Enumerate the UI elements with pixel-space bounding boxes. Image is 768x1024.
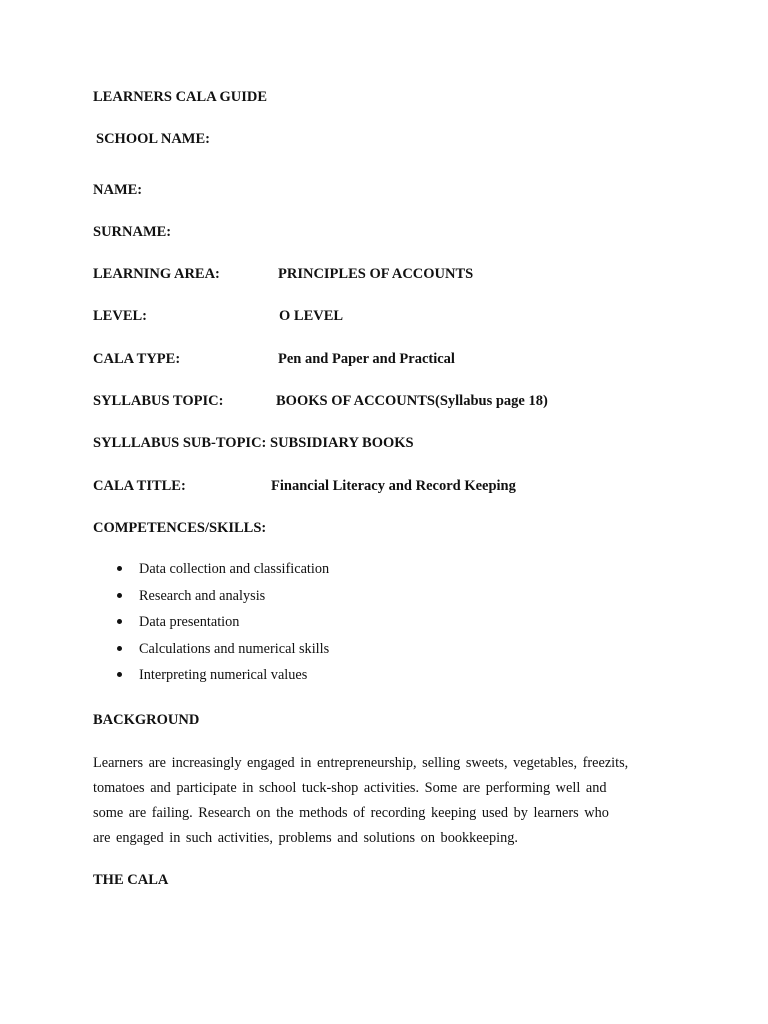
cala-heading: THE CALA: [93, 872, 169, 888]
competence-text: Data collection and classification: [139, 561, 330, 577]
competence-text: Data presentation: [139, 614, 240, 631]
school-name-label: SCHOOL NAME:: [96, 131, 210, 147]
cala-type-value: Pen and Paper and Practical: [278, 351, 455, 367]
bullet-icon: [117, 593, 122, 598]
cala-type-label: CALA TYPE:: [93, 351, 181, 367]
bullet-icon: [117, 619, 122, 624]
competence-text: Research and analysis: [139, 587, 266, 604]
sub-topic-line: SYLLLABUS SUB-TOPIC: SUBSIDIARY BOOKS: [93, 435, 414, 451]
background-heading: BACKGROUND: [93, 712, 200, 728]
level-label: LEVEL:: [93, 308, 147, 324]
syllabus-topic-label: SYLLABUS TOPIC:: [93, 393, 224, 409]
background-paragraph-line: tomatoes and participate in school tuck-shop activities. Some are performing well and: [93, 780, 607, 796]
bullet-icon: [117, 646, 122, 651]
cala-title-value: Financial Literacy and Record Keeping: [271, 478, 516, 494]
surname-label: SURNAME:: [93, 224, 172, 240]
cala-title-label: CALA TITLE:: [93, 478, 186, 494]
competence-text: Calculations and numerical skills: [139, 640, 330, 657]
bullet-icon: [117, 672, 122, 677]
background-paragraph-line: Learners are increasingly engaged in entrepreneurship, selling sweets, vegetables, freezits,: [93, 755, 629, 771]
learning-area-label: LEARNING AREA:: [93, 266, 220, 282]
competence-text: Interpreting numerical values: [139, 667, 308, 684]
document-title: LEARNERS CALA GUIDE: [93, 89, 268, 105]
background-paragraph-line: are engaged in such activities, problems and solutions on bookkeeping.: [93, 830, 518, 846]
syllabus-topic-value: BOOKS OF ACCOUNTS(Syllabus page 18): [276, 393, 548, 409]
bullet-icon: [117, 566, 122, 571]
name-label: NAME:: [93, 182, 143, 198]
learning-area-value: PRINCIPLES OF ACCOUNTS: [278, 266, 474, 282]
level-value: O LEVEL: [279, 308, 344, 324]
background-paragraph-line: some are failing. Research on the methods of recording keeping used by learners who: [93, 805, 609, 821]
competences-heading: COMPETENCES/SKILLS:: [93, 520, 267, 536]
